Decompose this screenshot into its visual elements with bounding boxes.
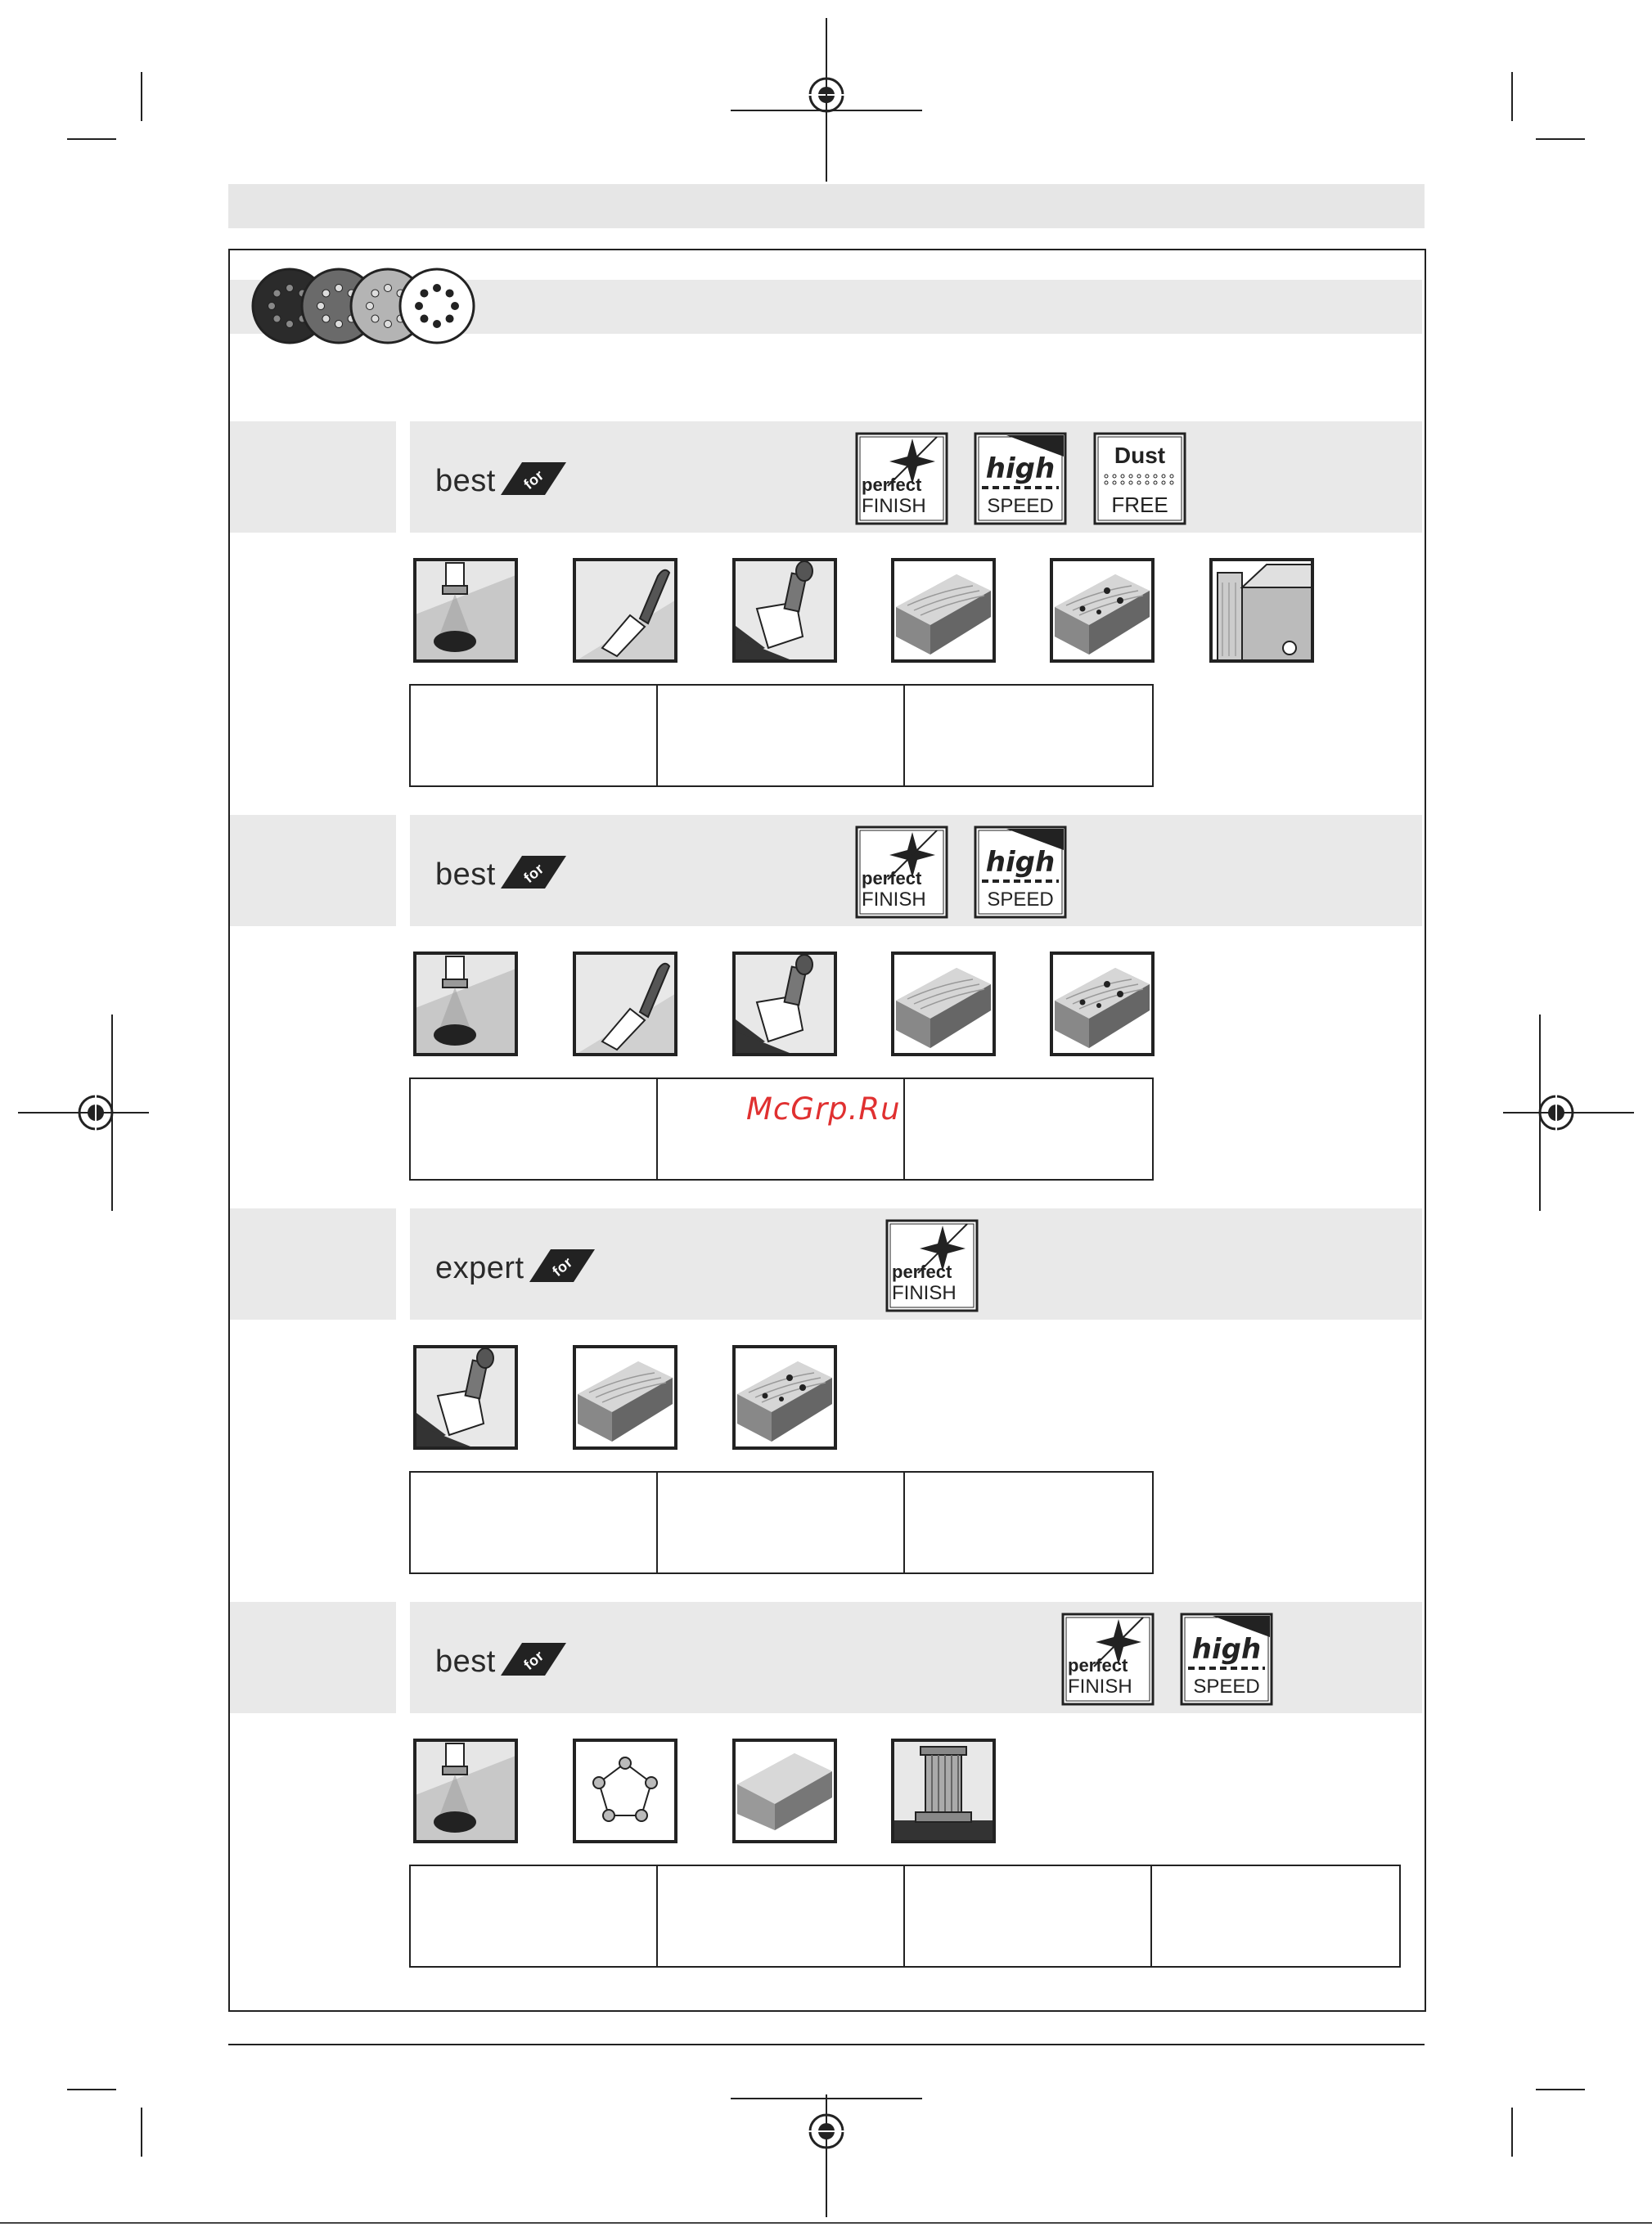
spatula-icon — [573, 558, 677, 663]
spec-table — [409, 1865, 1401, 1968]
high-speed-badge — [974, 432, 1067, 525]
spec-cell — [658, 1473, 905, 1572]
for-tag-icon — [501, 856, 566, 897]
for-tag-icon — [501, 462, 566, 503]
svg-text:perfect: perfect — [862, 868, 922, 889]
best-label: best — [435, 1644, 496, 1680]
perfect-finish-badge — [855, 432, 948, 525]
svg-text:Dust: Dust — [1114, 443, 1166, 468]
crop-mark — [1536, 138, 1585, 140]
paint-brush-icon — [732, 952, 837, 1056]
bottom-rule — [0, 2222, 1652, 2224]
expert-label: expert — [435, 1251, 524, 1286]
svg-text:FINISH: FINISH — [862, 495, 926, 517]
crop-mark — [67, 2089, 116, 2090]
watermark: McGrp.Ru — [746, 1091, 901, 1127]
best-for-label — [435, 1643, 566, 1684]
spec-cell — [905, 1866, 1152, 1966]
svg-text:for: for — [520, 860, 547, 887]
spatula-icon — [573, 952, 677, 1056]
registration-mark-left — [18, 1015, 149, 1211]
perfect-finish-badge — [1061, 1613, 1155, 1706]
best-label: best — [435, 464, 496, 499]
spec-cell — [411, 1079, 658, 1179]
svg-text:for: for — [520, 466, 547, 493]
nail-wood-icon — [1050, 558, 1155, 663]
row-label-band — [230, 1208, 396, 1320]
expert-for-label — [435, 1249, 595, 1290]
best-for-label — [435, 856, 566, 897]
row-label-band — [230, 421, 396, 533]
svg-text:for: for — [548, 1253, 576, 1280]
svg-text:high: high — [985, 846, 1056, 879]
svg-text:perfect: perfect — [862, 475, 922, 495]
best-for-label — [435, 462, 566, 503]
crop-mark — [1511, 2108, 1513, 2157]
spec-cell — [658, 686, 905, 785]
crop-mark — [1511, 72, 1513, 121]
crop-mark — [141, 72, 142, 121]
composite-icon — [573, 1739, 677, 1843]
wood-plank-icon — [891, 952, 996, 1056]
spec-cell — [905, 686, 1152, 785]
svg-text:FINISH: FINISH — [892, 1282, 957, 1304]
spec-cell — [658, 1866, 905, 1966]
dust-free-badge — [1093, 432, 1186, 525]
svg-text:FINISH: FINISH — [862, 889, 926, 911]
svg-text:perfect: perfect — [1068, 1655, 1128, 1676]
spec-cell — [905, 1079, 1152, 1179]
wood-frame-icon — [1209, 558, 1314, 663]
high-speed-badge — [974, 826, 1067, 919]
sanding-discs-icon — [250, 265, 484, 347]
spec-cell — [411, 686, 658, 785]
crop-mark — [1536, 2089, 1585, 2090]
registration-mark-bottom — [731, 2094, 922, 2217]
high-speed-badge — [1180, 1613, 1273, 1706]
svg-text:SPEED: SPEED — [987, 889, 1054, 911]
registration-mark-top — [731, 18, 922, 182]
paint-brush-icon — [413, 1345, 518, 1450]
svg-text:for: for — [520, 1647, 547, 1674]
row-label-band — [230, 815, 396, 926]
wood-plank-icon — [891, 558, 996, 663]
spec-table — [409, 684, 1154, 787]
wood-plank-icon — [573, 1345, 677, 1450]
crop-mark — [141, 2108, 142, 2157]
crop-mark — [67, 138, 116, 140]
best-label: best — [435, 857, 496, 893]
spray-paint-icon — [413, 1739, 518, 1843]
spec-cell — [411, 1473, 658, 1572]
svg-text:SPEED: SPEED — [1193, 1676, 1260, 1698]
for-tag-icon — [501, 1643, 566, 1684]
perfect-finish-badge — [855, 826, 948, 919]
svg-text:perfect: perfect — [892, 1262, 952, 1282]
for-tag-icon — [529, 1249, 595, 1290]
spec-cell — [411, 1866, 658, 1966]
svg-text:FREE: FREE — [1111, 493, 1168, 517]
row-label-band — [230, 1602, 396, 1713]
paint-brush-icon — [732, 558, 837, 663]
spray-paint-icon — [413, 952, 518, 1056]
svg-text:FINISH: FINISH — [1068, 1676, 1132, 1698]
spray-paint-icon — [413, 558, 518, 663]
nail-wood-icon — [1050, 952, 1155, 1056]
spec-cell — [905, 1473, 1152, 1572]
svg-text:SPEED: SPEED — [987, 495, 1054, 517]
perfect-finish-badge — [885, 1219, 979, 1312]
footer-rule — [228, 2044, 1425, 2045]
spec-table — [409, 1471, 1154, 1574]
svg-text:high: high — [1191, 1633, 1262, 1666]
svg-text:high: high — [985, 452, 1056, 485]
header-bar — [228, 184, 1425, 228]
spec-cell — [1152, 1866, 1399, 1966]
registration-mark-right — [1503, 1015, 1634, 1211]
stone-icon — [732, 1739, 837, 1843]
column-icon — [891, 1739, 996, 1843]
nail-wood-icon — [732, 1345, 837, 1450]
